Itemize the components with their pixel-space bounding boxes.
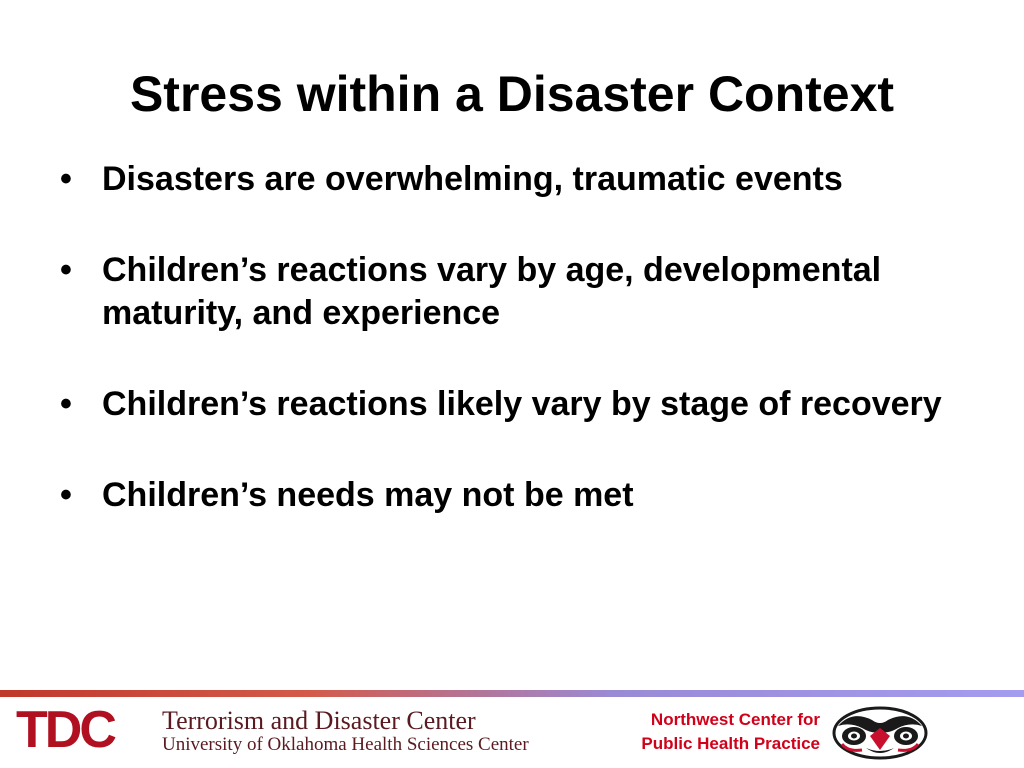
slide-title: Stress within a Disaster Context	[129, 66, 895, 122]
bullet-text: Disasters are overwhelming, traumatic events	[102, 160, 843, 198]
bullet-marker: •	[60, 251, 72, 289]
nw-center-line1: Northwest Center for	[650, 710, 820, 729]
bullet-item	[60, 383, 960, 426]
bullet-marker: •	[60, 385, 72, 423]
bullet-item	[60, 158, 960, 201]
bullet-item	[60, 249, 960, 335]
bullet-item	[60, 474, 960, 517]
bullet-text: Children’s reactions vary by age, developmental maturity, and experience	[102, 251, 882, 332]
bullet-marker: •	[60, 476, 72, 514]
bullet-text: Children’s needs may not be met	[102, 476, 634, 514]
bullet-list	[60, 158, 960, 565]
bullet-text: Children’s reactions likely vary by stage of recovery	[102, 385, 942, 423]
tdc-logo: TDC	[16, 701, 114, 759]
nw-center-name	[560, 708, 820, 756]
bullet-marker: •	[60, 160, 72, 198]
tdc-name: Terrorism and Disaster Center	[162, 706, 476, 735]
nw-center-line2: Public Health Practice	[641, 734, 820, 753]
northwest-coast-art-icon	[832, 706, 928, 760]
footer-divider	[0, 690, 1024, 697]
tdc-subtitle: University of Oklahoma Health Sciences Center	[162, 734, 529, 755]
